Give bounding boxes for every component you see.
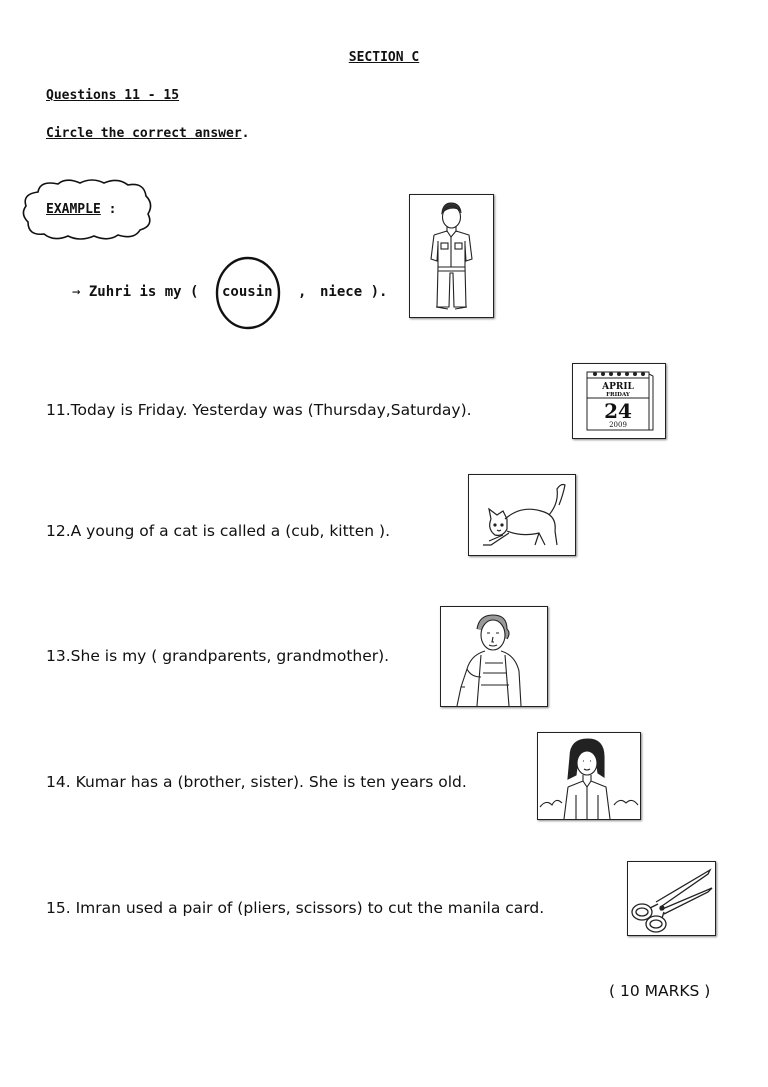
answer-circle-shape bbox=[214, 255, 282, 331]
instruction-period: . bbox=[241, 126, 250, 141]
total-marks: ( 10 MARKS ) bbox=[609, 982, 711, 1000]
calendar-year: 2009 bbox=[609, 421, 627, 429]
example-label-colon: : bbox=[100, 202, 117, 217]
example-sentence-start: Zuhri is my ( bbox=[88, 284, 199, 300]
section-title: SECTION C bbox=[348, 50, 420, 65]
question-12: 12.A young of a cat is called a (cub, kitten ). bbox=[46, 522, 391, 540]
grandmother-icon bbox=[440, 606, 548, 707]
question-14: 14. Kumar has a (brother, sister). She is ten years old. bbox=[46, 773, 467, 791]
calendar-weekday: FRIDAY bbox=[606, 392, 630, 398]
question-15: 15. Imran used a pair of (pliers, scissors) to cut the manila card. bbox=[46, 899, 545, 917]
example-option-other: niece ). bbox=[320, 284, 388, 300]
example-label-text: EXAMPLE bbox=[46, 202, 101, 217]
example-separator: , bbox=[298, 284, 307, 300]
calendar-day: 24 bbox=[604, 399, 632, 423]
boy-illustration-icon bbox=[409, 194, 494, 318]
questions-range: Questions 11 - 15 bbox=[46, 88, 180, 103]
cat-icon bbox=[468, 474, 576, 556]
instruction-text: Circle the correct answer bbox=[46, 126, 242, 141]
question-11: 11.Today is Friday. Yesterday was (Thursday,Saturday). bbox=[46, 401, 472, 419]
girl-icon bbox=[537, 732, 641, 820]
example-sentence bbox=[72, 284, 198, 300]
example-option-circled: cousin bbox=[222, 284, 273, 300]
scissors-icon bbox=[627, 861, 716, 936]
example-label bbox=[46, 202, 116, 217]
example-arrow: → bbox=[72, 284, 81, 300]
calendar-month: APRIL bbox=[602, 382, 634, 392]
calendar-icon bbox=[572, 363, 666, 439]
question-13: 13.She is my ( grandparents, grandmother). bbox=[46, 647, 390, 665]
instruction bbox=[46, 126, 250, 141]
